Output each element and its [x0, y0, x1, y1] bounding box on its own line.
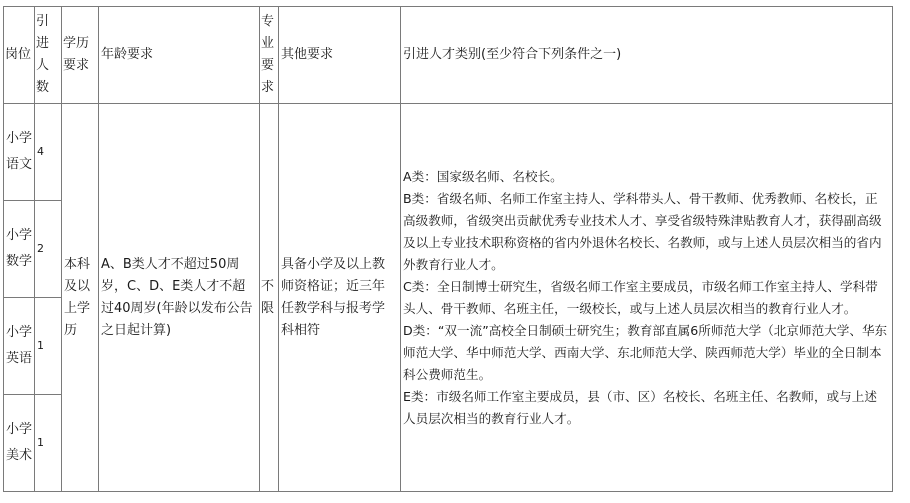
age-cell: A、B类人才不超过50周岁，C、D、E类人才不超过40周岁(年龄以发布公告之日起计算) [99, 104, 260, 492]
other-cell: 具备小学及以上教师资格证；近三年任教学科与报考学科相符 [279, 104, 401, 492]
post-cell: 小学美术 [4, 395, 35, 492]
header-major: 专业要求 [260, 7, 279, 104]
count-cell: 1 [35, 298, 62, 395]
category-b: B类：省级名师、名师工作室主持人、学科带头人、骨干教师、优秀教师、名校长，正高级教师，省级突出贡献优秀专业技术人才、享受省级特殊津贴教育人才，获得副高级及以上专业技术职称资格的省内外退休名校长、名教师，或与上述人员层次相当的省内外教育行业人才。 [403, 190, 882, 272]
category-d: D类：“双一流”高校全日制硕士研究生；教育部直属6所师范大学（北京师范大学、华东师范大学、华中师范大学、西南大学、东北师范大学、陕西师范大学）毕业的全日制本科公费师范生。 [403, 322, 888, 382]
count-cell: 4 [35, 104, 62, 201]
header-education: 学历要求 [62, 7, 99, 104]
header-age: 年龄要求 [99, 7, 260, 104]
major-cell: 不限 [260, 104, 279, 492]
post-cell: 小学数学 [4, 201, 35, 298]
header-category: 引进人才类别(至少符合下列条件之一) [401, 7, 893, 104]
category-cell [401, 104, 893, 492]
education-cell: 本科及以上学历 [62, 104, 99, 492]
header-count: 引进人数 [35, 7, 62, 104]
count-cell: 2 [35, 201, 62, 298]
talent-recruitment-table [3, 6, 893, 492]
category-c: C类：全日制博士研究生，省级名师工作室主要成员，市级名师工作室主持人、学科带头人、骨干教师、名班主任，一级校长，或与上述人员层次相当的教育行业人才。 [403, 278, 878, 316]
count-cell: 1 [35, 395, 62, 492]
table-row [4, 104, 893, 201]
header-other: 其他要求 [279, 7, 401, 104]
header-post: 岗位 [4, 7, 35, 104]
post-cell: 小学英语 [4, 298, 35, 395]
header-row [4, 7, 893, 104]
category-e: E类：市级名师工作室主要成员，县（市、区）名校长、名班主任、名教师，或与上述人员层次相当的教育行业人才。 [403, 388, 877, 426]
post-cell: 小学语文 [4, 104, 35, 201]
category-a: A类：国家级名师、名校长。 [403, 168, 563, 184]
